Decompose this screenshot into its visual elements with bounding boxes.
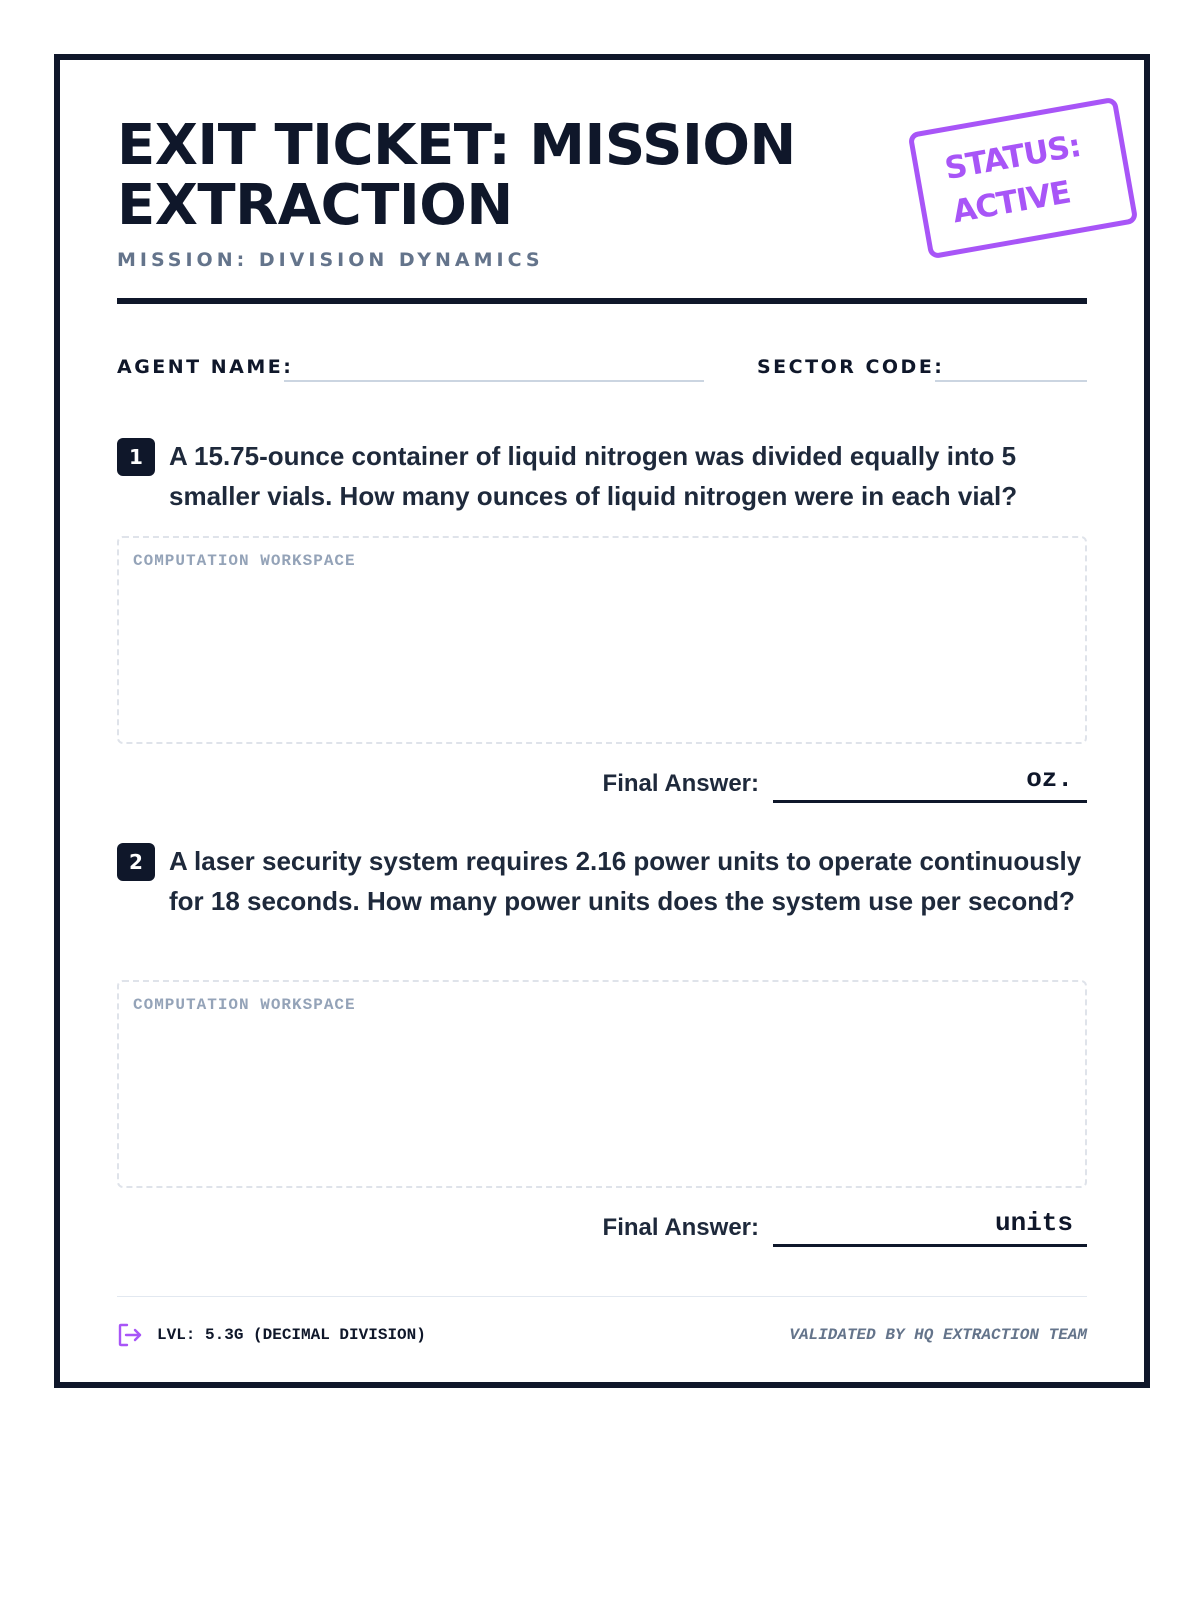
final-answer-row-1 (117, 764, 1087, 804)
final-answer-label: Final Answer: (602, 770, 759, 797)
footer-divider (117, 1296, 1087, 1297)
question-1 (117, 438, 1087, 518)
computation-workspace-1[interactable] (117, 536, 1087, 744)
question-number-badge: 1 (117, 438, 155, 476)
question-number-badge: 2 (117, 843, 155, 881)
exit-ticket-card (54, 54, 1150, 1388)
agent-name-field[interactable] (284, 380, 704, 382)
question-text: A 15.75-ounce container of liquid nitrogen was divided equally into 5 smaller vials. How many ounces of liquid nitrogen were in each vial? (169, 441, 1018, 511)
question-text: A laser security system requires 2.16 power units to operate continuously for 18 seconds. How many power units does the system use per second? (169, 846, 1082, 916)
status-stamp (907, 97, 1138, 260)
sector-code-label: SECTOR CODE: (757, 356, 945, 378)
answer-unit: units (994, 1208, 1073, 1238)
final-answer-row-2 (117, 1208, 1087, 1248)
agent-info-fields (117, 356, 1087, 386)
question-2 (117, 843, 1087, 963)
page-title: EXIT TICKET: MISSION EXTRACTION (117, 113, 796, 238)
sector-code-field[interactable] (935, 380, 1087, 382)
validation-note: VALIDATED BY HQ EXTRACTION TEAM (789, 1326, 1087, 1344)
header-divider (117, 298, 1087, 304)
workspace-label: COMPUTATION WORKSPACE (133, 552, 356, 570)
final-answer-label: Final Answer: (602, 1214, 759, 1241)
answer-unit: oz. (1026, 764, 1073, 794)
final-answer-field[interactable] (773, 764, 1087, 803)
status-stamp-text: STATUS: ACTIVE (942, 127, 1084, 231)
workspace-label: COMPUTATION WORKSPACE (133, 996, 356, 1014)
level-indicator: LVL: 5.3G (DECIMAL DIVISION) (157, 1326, 426, 1344)
footer (117, 1322, 1087, 1350)
mission-subtitle: MISSION: DIVISION DYNAMICS (117, 249, 544, 271)
agent-name-label: AGENT NAME: (117, 356, 294, 378)
exit-icon (117, 1322, 143, 1348)
computation-workspace-2[interactable] (117, 980, 1087, 1188)
final-answer-field[interactable] (773, 1208, 1087, 1247)
ticket-content (117, 60, 1087, 1382)
